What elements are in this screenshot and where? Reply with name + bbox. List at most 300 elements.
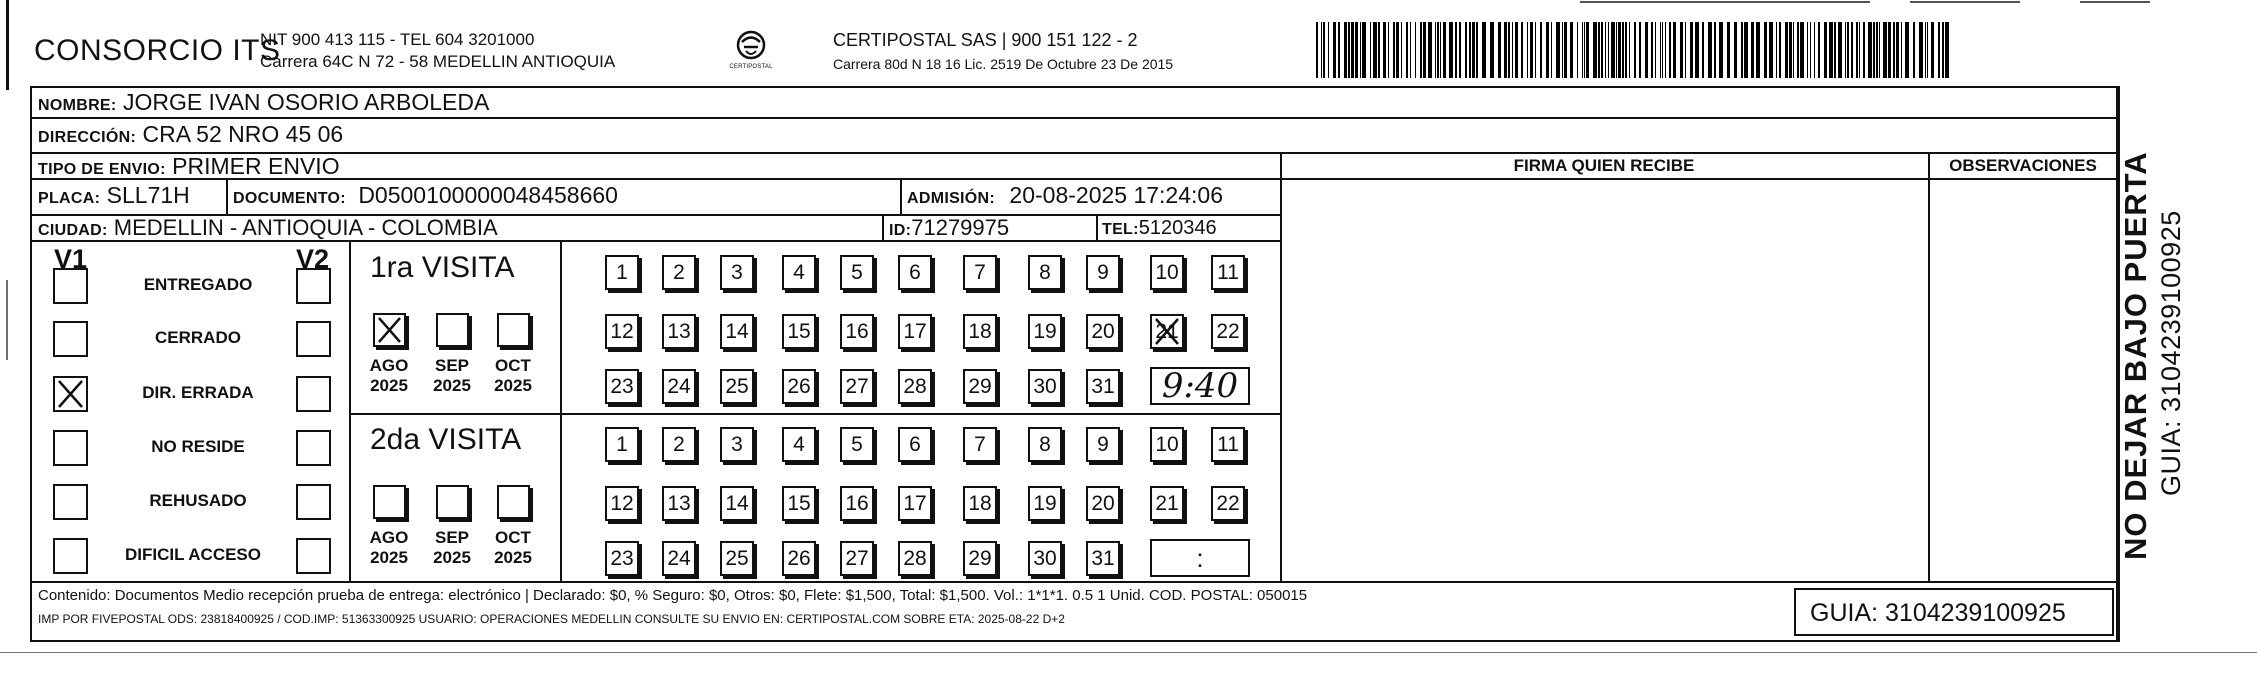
day-box[interactable]: 12 [605, 314, 639, 349]
barcode-bar [1490, 22, 1494, 78]
barcode-bar [1360, 22, 1361, 78]
day-box[interactable]: 3 [720, 427, 754, 462]
month-label [485, 356, 541, 396]
barcode-bar [1807, 22, 1808, 78]
day-box[interactable]: 9 [1086, 427, 1120, 462]
barcode-bar [1690, 22, 1693, 78]
day-box[interactable]: 28 [898, 541, 932, 576]
barcode-bar [1469, 22, 1471, 78]
day-box[interactable]: 10 [1150, 255, 1184, 290]
v1-status-checkbox[interactable] [53, 484, 88, 520]
left-edge-mark-lower [6, 280, 8, 360]
month-name: SEP [434, 528, 470, 547]
barcode-bar [1556, 22, 1560, 78]
barcode-bar [1406, 22, 1408, 78]
status-option-label: NO RESIDE [151, 437, 245, 456]
barcode-bar [1472, 22, 1475, 78]
id-cell [889, 215, 1009, 241]
barcode-bar [1586, 22, 1589, 78]
day-box[interactable]: 22 [1211, 486, 1245, 521]
barcode-bar [1756, 22, 1760, 78]
status-option-label: ENTREGADO [143, 275, 253, 294]
documento-label: DOCUMENTO: [233, 190, 346, 207]
barcode-bar [1512, 22, 1513, 78]
barcode-bar [1535, 22, 1536, 78]
barcode-bar [1396, 22, 1399, 78]
cell-divider [1096, 214, 1098, 240]
v2-status-checkbox[interactable] [296, 268, 331, 304]
barcode-bar [1727, 22, 1730, 78]
barcode-bar [1829, 22, 1833, 78]
left-edge-mark [6, 0, 9, 90]
barcode-bar [1393, 22, 1395, 78]
visit-title: 2da VISITA [370, 423, 522, 456]
month-checkbox[interactable] [497, 313, 530, 347]
day-box[interactable]: 22 [1211, 314, 1245, 349]
day-box[interactable]: 25 [720, 541, 754, 576]
v1-status-checkbox[interactable] [53, 321, 88, 357]
tipo-envio-value: PRIMER ENVIO [172, 153, 340, 179]
status-option-label: CERRADO [155, 328, 241, 347]
barcode-bar [1873, 22, 1875, 78]
day-box[interactable]: 15 [782, 486, 816, 521]
direccion-label: DIRECCIÓN: [38, 129, 137, 146]
day-box[interactable]: 8 [1028, 255, 1062, 290]
day-box[interactable]: 3 [720, 255, 754, 290]
day-box[interactable]: 5 [840, 427, 874, 462]
v1-status-checkbox[interactable] [53, 376, 88, 412]
ciudad-cell [38, 215, 498, 241]
ciudad-value: MEDELLIN - ANTIOQUIA - COLOMBIA [113, 215, 498, 240]
day-box[interactable]: 27 [840, 541, 874, 576]
barcode-bar [1751, 22, 1754, 78]
day-box[interactable]: 20 [1086, 314, 1120, 349]
v1-status-checkbox[interactable] [53, 268, 88, 304]
barcode-bar [1744, 22, 1748, 78]
barcode-bar [1824, 22, 1827, 78]
day-box[interactable]: 15 [782, 314, 816, 349]
day-box[interactable]: 4 [782, 255, 816, 290]
barcode-bar [1351, 22, 1354, 78]
barcode-bar [1719, 22, 1723, 78]
v1-status-checkbox[interactable] [53, 538, 88, 574]
barcode-bar [1323, 22, 1325, 78]
barcode-bar [1373, 22, 1377, 78]
day-box[interactable]: 17 [898, 314, 932, 349]
day-box[interactable]: 31 [1086, 541, 1120, 576]
v2-status-checkbox[interactable] [296, 538, 331, 574]
barcode-bar [1316, 22, 1318, 78]
certipostal-emblem-icon [727, 28, 775, 80]
day-box[interactable]: 9 [1086, 255, 1120, 290]
barcode-bar [1905, 22, 1909, 78]
barcode-bar [1410, 22, 1411, 78]
barcode-bar [1355, 22, 1358, 78]
month-checkbox[interactable] [436, 485, 469, 519]
month-name: AGO [369, 528, 409, 547]
placa-cell [38, 182, 190, 209]
day-box[interactable]: 18 [963, 486, 997, 521]
barcode-bar [1779, 22, 1781, 78]
side-guia: GUIA: 3104239100925 [2156, 210, 2186, 496]
barcode-bar [1651, 22, 1653, 78]
barcode-bar [1338, 22, 1340, 78]
month-year: 2025 [370, 376, 408, 395]
barcode-bar [1482, 22, 1486, 78]
month-checkbox[interactable] [436, 313, 469, 347]
day-box[interactable]: 20 [1086, 486, 1120, 521]
day-box[interactable]: 7 [963, 255, 997, 290]
day-box[interactable]: 24 [662, 369, 696, 404]
x-check-icon [55, 378, 86, 410]
day-box[interactable]: 11 [1211, 255, 1245, 290]
cell-divider [900, 178, 902, 214]
barcode-bar [1942, 22, 1944, 78]
barcode-bar [1851, 22, 1853, 78]
barcode-bar [1449, 22, 1453, 78]
month-checkbox[interactable] [497, 485, 530, 519]
status-option-label: DIFICIL ACCESO [124, 545, 261, 564]
barcode-bar [1622, 22, 1624, 78]
day-box[interactable]: 19 [1028, 486, 1062, 521]
barcode-bar [1521, 22, 1523, 78]
placa-label: PLACA: [38, 190, 101, 207]
barcode-bar [1584, 22, 1585, 78]
month-label [361, 356, 417, 396]
visit-divider [349, 413, 1280, 415]
firma-divider [1280, 152, 1282, 581]
day-box[interactable]: 14 [720, 486, 754, 521]
day-box[interactable]: 16 [840, 314, 874, 349]
tel-cell [1102, 217, 1217, 240]
side-warning: NO DEJAR BAJO PUERTA [2118, 151, 2153, 560]
barcode-bar [1931, 22, 1934, 78]
barcode-bar [1764, 22, 1767, 78]
v2-status-checkbox[interactable] [296, 484, 331, 520]
v2-status-checkbox[interactable] [296, 321, 331, 357]
day-box[interactable]: 23 [605, 369, 639, 404]
barcode-bar [1695, 22, 1699, 78]
barcode-bar [1896, 22, 1899, 78]
barcode-bar [1415, 22, 1416, 78]
barcode-bar [1321, 22, 1322, 78]
status-divider [349, 240, 351, 581]
day-box[interactable]: 25 [720, 369, 754, 404]
barcode-bar [1562, 22, 1563, 78]
barcode-bar [1508, 22, 1510, 78]
barcode-bar [1868, 22, 1872, 78]
day-box[interactable]: 13 [662, 314, 696, 349]
barcode-bar [1789, 22, 1792, 78]
direccion-row [38, 121, 343, 148]
day-box[interactable]: 11 [1211, 427, 1245, 462]
nombre-value: JORGE IVAN OSORIO ARBOLEDA [122, 89, 490, 115]
footer-imp-line: IMP POR FIVEPOSTAL ODS: 23818400925 / COD.IMP: 51363300925 USUARIO: OPERACIONES MEDELLIN CONSULTE SU ENVIO EN: CERTIPOSTAL.COM SOBRE ETA: 2025-08-22 D+2 [38, 612, 1065, 626]
day-box[interactable]: 30 [1028, 369, 1062, 404]
top-edge-line [0, 0, 2257, 6]
barcode-bar [1465, 22, 1467, 78]
v1-header: V1 [54, 244, 88, 274]
barcode-bar [1662, 22, 1663, 78]
barcode-bar [1793, 22, 1794, 78]
tel-value: 5120346 [1138, 217, 1217, 239]
day-box[interactable]: 4 [782, 427, 816, 462]
id-value: 71279975 [911, 215, 1010, 240]
ciudad-label: CIUDAD: [38, 222, 108, 239]
month-label [424, 356, 480, 396]
barcode-bar [1919, 22, 1923, 78]
day-box[interactable]: 8 [1028, 427, 1062, 462]
v1-status-checkbox[interactable] [53, 430, 88, 466]
barcode-bar [1797, 22, 1799, 78]
barcode-bar [1443, 22, 1446, 78]
day-box[interactable]: 13 [662, 486, 696, 521]
barcode-bar [1428, 22, 1432, 78]
barcode-bar [1702, 22, 1704, 78]
documento-cell [233, 182, 618, 209]
month-year: 2025 [433, 376, 471, 395]
barcode-bar [1734, 22, 1737, 78]
footer-contenido: Contenido: Documentos Medio recepción prueba de entrega: electrónico | Declarado: $0, % Seguro: $0, Otros: $0, Flete: $1,500, Total: $1,500. Vol.: 1*1*1. 0.5 1 Unid. COD. POSTAL: 050015 [38, 587, 1308, 604]
day-box[interactable]: 14 [720, 314, 754, 349]
day-box[interactable]: 7 [963, 427, 997, 462]
barcode-bar [1440, 22, 1441, 78]
barcode-bar [1423, 22, 1426, 78]
barcode-bar [1769, 22, 1773, 78]
barcode-bar [1901, 22, 1902, 78]
day-box[interactable]: 23 [605, 541, 639, 576]
months-divider [560, 240, 562, 581]
barcode-bar [1834, 22, 1836, 78]
observaciones-header: OBSERVACIONES [1949, 156, 2097, 175]
barcode-bar [1476, 22, 1478, 78]
barcode-bar [1437, 22, 1439, 78]
logo-caption: CERTIPOSTAL [729, 64, 773, 70]
barcode-bar [1605, 22, 1606, 78]
barcode-bar [1634, 22, 1636, 78]
bottom-edge-line [0, 652, 2257, 653]
day-box[interactable]: 12 [605, 486, 639, 521]
barcode-bar [1776, 22, 1777, 78]
tel-label: TEL: [1102, 221, 1139, 238]
barcode-bar [1498, 22, 1501, 78]
barcode-bar [1504, 22, 1507, 78]
x-check-icon [375, 315, 404, 345]
barcode-bar [1577, 22, 1578, 78]
barcode-bar [1435, 22, 1436, 78]
barcode-bar [1348, 22, 1350, 78]
barcode-bar [1333, 22, 1336, 78]
barcode-bar [1616, 22, 1617, 78]
day-box[interactable]: 1 [605, 255, 639, 290]
day-box[interactable]: 24 [662, 541, 696, 576]
month-year: 2025 [433, 548, 471, 567]
day-box[interactable]: 2 [662, 427, 696, 462]
barcode-bar [1515, 22, 1518, 78]
barcode-bar [1847, 22, 1849, 78]
barcode-bar [1344, 22, 1347, 78]
admision-label: ADMISIÓN: [907, 190, 996, 207]
day-box[interactable]: 6 [898, 255, 932, 290]
id-label: ID: [889, 222, 912, 239]
day-box[interactable]: 30 [1028, 541, 1062, 576]
day-box[interactable]: 26 [782, 369, 816, 404]
month-name: OCT [495, 356, 531, 375]
barcode-bar [1608, 22, 1609, 78]
company-name: CONSORCIO ITS [34, 34, 281, 67]
visit-time-box[interactable]: : [1150, 539, 1250, 577]
cell-divider [226, 178, 228, 214]
day-box[interactable]: 27 [840, 369, 874, 404]
barcode-bar [1530, 22, 1533, 78]
barcode-bar [1800, 22, 1804, 78]
status-option-label: DIR. ERRADA [142, 383, 254, 402]
firma-header: FIRMA QUIEN RECIBE [1513, 156, 1695, 175]
courier-name-line: CERTIPOSTAL SAS | 900 151 122 - 2 [833, 30, 1138, 50]
month-name: AGO [369, 356, 409, 375]
status-option-label: REHUSADO [149, 491, 247, 510]
barcode-bar [1582, 22, 1583, 78]
barcode-bar [1655, 22, 1656, 78]
tipo-envio-label: TIPO DE ENVIO: [38, 161, 166, 178]
day-box[interactable]: 26 [782, 541, 816, 576]
barcode-bar [1455, 22, 1457, 78]
day-box[interactable]: 28 [898, 369, 932, 404]
barcode-bar [1383, 22, 1386, 78]
barcode-bar [1669, 22, 1671, 78]
day-box[interactable]: 17 [898, 486, 932, 521]
barcode-bar [1362, 22, 1366, 78]
row-divider [30, 581, 2118, 583]
nombre-label: NOMBRE: [38, 97, 117, 114]
barcode-bar [1927, 22, 1928, 78]
day-box[interactable]: 31 [1086, 369, 1120, 404]
barcode-bar [1818, 22, 1820, 78]
barcode-bar [1838, 22, 1842, 78]
barcode-bar [1388, 22, 1389, 78]
day-box[interactable]: 18 [963, 314, 997, 349]
barcode-bar [1370, 22, 1371, 78]
barcode-bar [1938, 22, 1940, 78]
barcode-bar [1876, 22, 1878, 78]
day-box[interactable]: 19 [1028, 314, 1062, 349]
barcode-bar [1859, 22, 1860, 78]
certipostal-logo [727, 28, 775, 80]
company-address-line: Carrera 64C N 72 - 58 MEDELLIN ANTIOQUIA [260, 52, 616, 71]
courier-address-line: Carrera 80d N 18 16 Lic. 2519 De Octubre 23 De 2015 [833, 56, 1174, 72]
month-year: 2025 [494, 548, 532, 567]
barcode-bar [1785, 22, 1788, 78]
barcode-bar [1863, 22, 1865, 78]
barcode-bar [1551, 22, 1552, 78]
day-box[interactable] [1150, 314, 1184, 349]
month-name: SEP [434, 356, 470, 375]
barcode-bar [1601, 22, 1603, 78]
day-box[interactable]: 29 [963, 541, 997, 576]
barcode-bar [1378, 22, 1380, 78]
barcode-bar [1639, 22, 1641, 78]
barcode-bar [1564, 22, 1567, 78]
barcode-bar [1645, 22, 1648, 78]
barcode-bar [1618, 22, 1621, 78]
barcode-bar [1685, 22, 1686, 78]
v2-header: V2 [296, 244, 330, 274]
day-box[interactable]: 29 [963, 369, 997, 404]
placa-value: SLL71H [106, 182, 190, 208]
barcode-bar [1420, 22, 1422, 78]
barcode-bar [1625, 22, 1627, 78]
day-box[interactable]: 16 [840, 486, 874, 521]
barcode-bar [1611, 22, 1615, 78]
barcode-bar [1680, 22, 1683, 78]
month-year: 2025 [494, 376, 532, 395]
day-box[interactable]: 1 [605, 427, 639, 462]
nombre-row [38, 89, 489, 116]
day-box[interactable]: 5 [840, 255, 874, 290]
day-box[interactable]: 21 [1150, 486, 1184, 521]
barcode-bar [1888, 22, 1891, 78]
barcode-bar [1593, 22, 1597, 78]
cell-divider [882, 214, 884, 240]
v2-status-checkbox[interactable] [296, 430, 331, 466]
month-checkbox[interactable] [373, 313, 406, 347]
tipo-envio-row [38, 153, 340, 180]
barcode-bar [1328, 22, 1329, 78]
barcode-bar [1893, 22, 1895, 78]
day-number: 21 [1155, 319, 1179, 343]
visit-title: 1ra VISITA [370, 251, 515, 284]
barcode-bar [1845, 22, 1846, 78]
barcode-bar [1598, 22, 1600, 78]
barcode-bar [1570, 22, 1573, 78]
admision-cell [907, 182, 1223, 209]
barcode-bar [1883, 22, 1887, 78]
month-name: OCT [495, 528, 531, 547]
guia-box [1794, 588, 2114, 636]
barcode-bar [1925, 22, 1926, 78]
company-nit-line: NIT 900 413 115 - TEL 604 3201000 [260, 30, 535, 49]
day-box[interactable]: 2 [662, 255, 696, 290]
row-divider [30, 178, 2118, 180]
observaciones-divider [1928, 152, 1930, 581]
barcode-bar [1540, 22, 1542, 78]
day-box[interactable]: 10 [1150, 427, 1184, 462]
row-divider [30, 152, 2118, 154]
barcode-bar [1879, 22, 1880, 78]
row-divider [30, 117, 2118, 119]
month-checkbox[interactable] [373, 485, 406, 519]
barcode-bar [1401, 22, 1402, 78]
barcode-bar [1741, 22, 1743, 78]
admision-value: 20-08-2025 17:24:06 [1009, 182, 1223, 208]
documento-value: D0500100000048458660 [358, 182, 618, 208]
guia-box-text: GUIA: 3104239100925 [1810, 599, 2066, 627]
barcode-bar [1527, 22, 1528, 78]
barcode-bar [1459, 22, 1461, 78]
barcode-bar [1629, 22, 1630, 78]
v2-status-checkbox[interactable] [296, 376, 331, 412]
shipment-barcode [1316, 22, 1956, 78]
barcode-bar [1708, 22, 1712, 78]
visit-time-handwritten[interactable]: 9:40 [1150, 367, 1250, 405]
month-label [424, 528, 480, 568]
day-box[interactable]: 6 [898, 427, 932, 462]
barcode-bar [1673, 22, 1676, 78]
barcode-bar [1913, 22, 1915, 78]
barcode-bar [1660, 22, 1661, 78]
barcode-bar [1814, 22, 1815, 78]
month-label [361, 528, 417, 568]
